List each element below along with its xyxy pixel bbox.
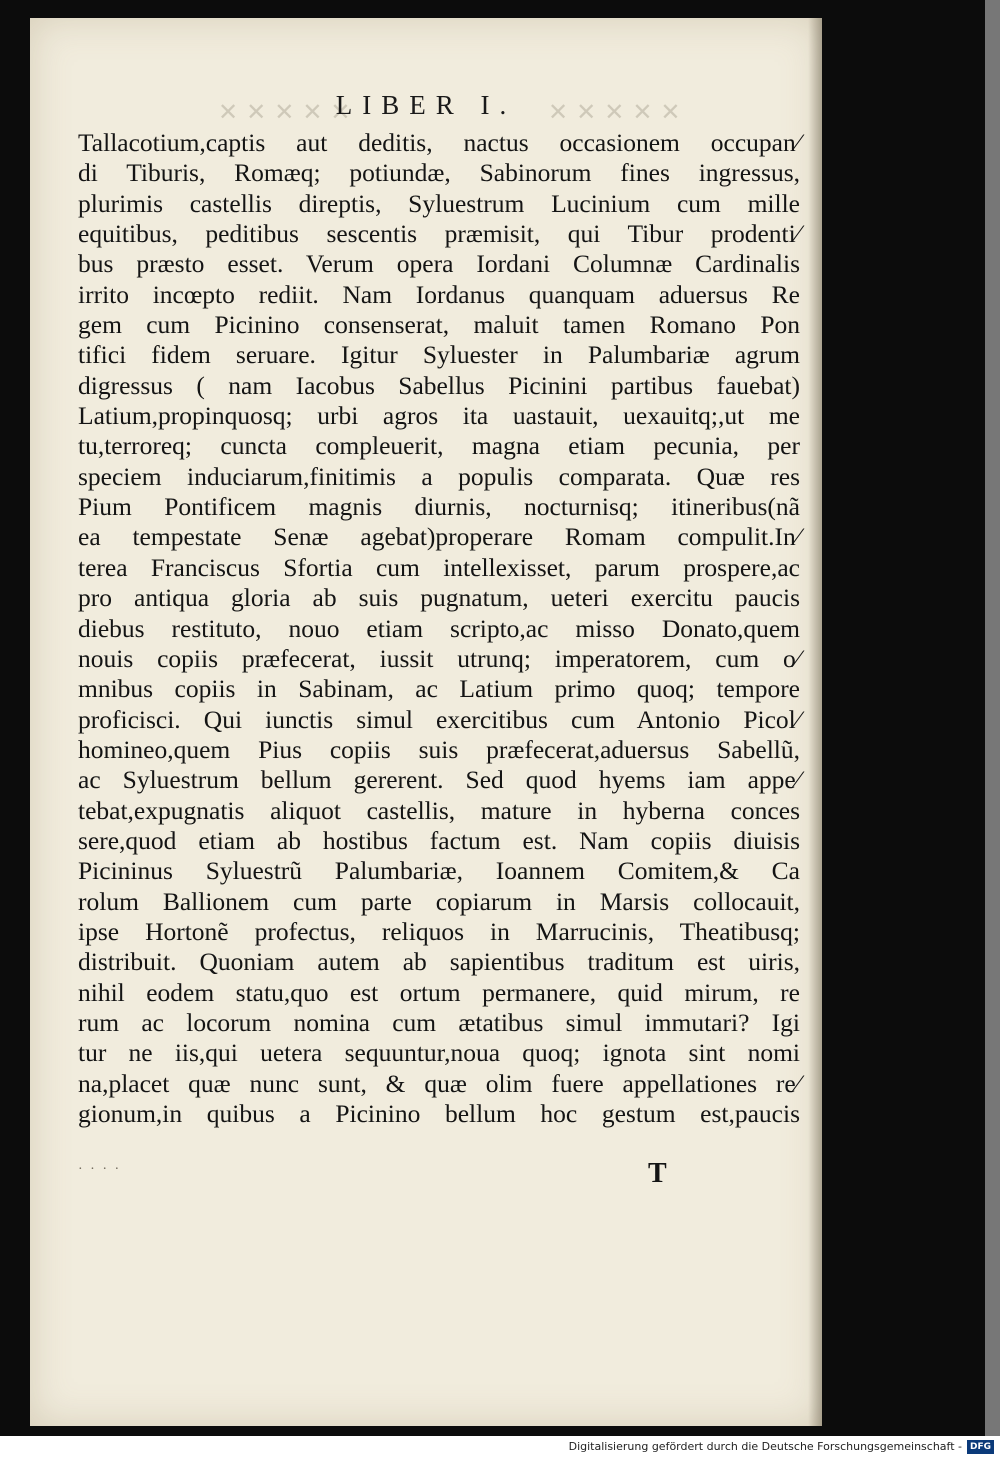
text-line: nouis copiis præfecerat, iussit utrunq; imperatorem, cum o⁄	[78, 643, 800, 673]
digitization-credit	[569, 1437, 994, 1457]
scan-edge-strip	[985, 0, 1000, 1436]
text-line: ipse Hortonẽ profectus, reliquos in Marrucinis, Theatibusq;	[78, 916, 800, 946]
page-footer	[30, 1158, 822, 1198]
signature-mark: T	[648, 1158, 667, 1189]
text-line: di Tiburis, Romæq; potiundæ, Sabinorum fines ingressus,	[78, 158, 800, 188]
main-text-block	[78, 128, 800, 1129]
book-page	[30, 18, 822, 1426]
text-line: mnibus copiis in Sabinam, ac Latium primo quoq; tempore	[78, 674, 800, 704]
text-line: tebat,expugnatis aliquot castellis, mature in hyberna conces	[78, 795, 800, 825]
credit-text: Digitalisierung gefördert durch die Deutsche Forschungsgemeinschaft -	[568, 1440, 962, 1453]
text-line: tifici fidem seruare. Igitur Syluester in Palumbariæ agrum	[78, 340, 800, 370]
text-line: tur ne iis,qui uetera sequuntur,noua quoq; ignota sint nomi	[78, 1038, 800, 1068]
text-line: rolum Ballionem cum parte copiarum in Marsis collocauit,	[78, 886, 800, 916]
text-line: homineo,quem Pius copiis suis præfecerat,aduersus Sabellũ,	[78, 734, 800, 764]
text-line: Latium,propinquosq; urbi agros ita uastauit, uexauitq;,ut me	[78, 401, 800, 431]
show-through-right: ✕✕✕✕✕	[540, 100, 681, 126]
text-line: Picininus Syluestrũ Palumbariæ, Ioannem Comitem,& Ca	[78, 856, 800, 886]
text-line: rum ac locorum nomina cum ætatibus simul immutari? Igi	[78, 1007, 800, 1037]
running-head: LIBER I.	[335, 90, 517, 120]
text-line: nihil eodem statu,quo est ortum permanere, quid mirum, re	[78, 977, 800, 1007]
text-line: pro antiqua gloria ab suis pugnatum, ueteri exercitu paucis	[78, 583, 800, 613]
page-gutter-shadow	[808, 18, 822, 1426]
text-line: equitibus, peditibus sescentis præmisit, qui Tibur prodenti⁄	[78, 219, 800, 249]
text-line: diebus restituto, nouo etiam scripto,ac misso Donato,quem	[78, 613, 800, 643]
text-line: digressus ( nam Iacobus Sabellus Picinini partibus fauebat)	[78, 370, 800, 400]
text-line: bus præsto esset. Verum opera Iordani Columnæ Cardinalis	[78, 249, 800, 279]
text-line: sere,quod etiam ab hostibus factum est. Nam copiis diuisis	[78, 825, 800, 855]
text-line: terea Franciscus Sfortia cum intellexisset, parum prospere,ac	[78, 552, 800, 582]
text-line: gionum,in quibus a Picinino bellum hoc gestum est,paucis	[78, 1099, 800, 1128]
text-line: proficisci. Qui iunctis simul exercitibus cum Antonio Picol⁄	[78, 704, 800, 734]
text-line: distribuit. Quoniam autem ab sapientibus traditum est uiris,	[78, 947, 800, 977]
footer-marks: · · · ·	[78, 1162, 122, 1177]
text-line: Tallacotium,captis aut deditis, nactus occasionem occupan⁄	[78, 128, 800, 157]
text-line: irrito incœpto rediit. Nam Iordanus quanquam aduersus Re	[78, 279, 800, 309]
text-line: speciem induciarum,finitimis a populis comparata. Quæ res	[78, 461, 800, 491]
text-line: Pium Pontificem magnis diurnis, nocturnisq; itineribus(nã	[78, 492, 800, 522]
text-line: ac Syluestrum bellum gererent. Sed quod hyems iam appe⁄	[78, 765, 800, 795]
text-line: gem cum Picinino consenserat, maluit tamen Romano Pon	[78, 310, 800, 340]
text-line: tu,terroreq; cuncta compleuerit, magna etiam pecunia, per	[78, 431, 800, 461]
show-through-left: ✕✕✕✕✕	[210, 100, 351, 126]
text-line: plurimis castellis direptis, Syluestrum Lucinium cum mille	[78, 188, 800, 218]
text-line: ea tempestate Senæ agebat)properare Romam compulit.In⁄	[78, 522, 800, 552]
text-line: na,placet quæ nunc sunt, & quæ olim fuere appellationes re⁄	[78, 1068, 800, 1098]
dfg-logo: DFG	[967, 1440, 994, 1454]
